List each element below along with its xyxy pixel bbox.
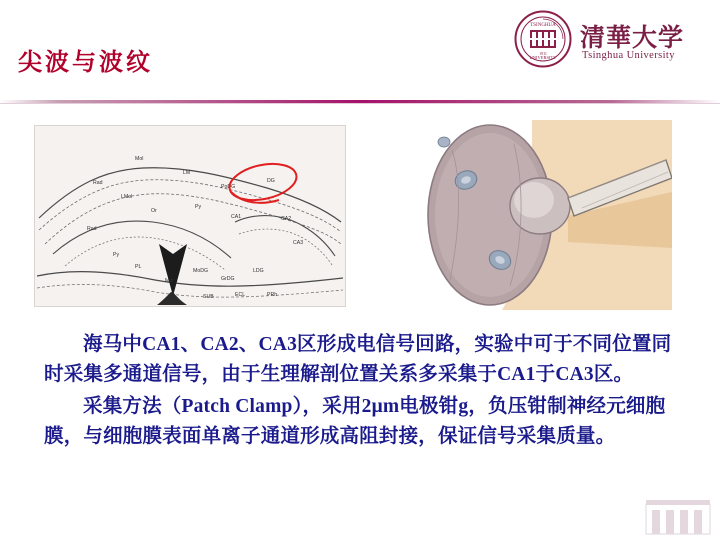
svg-text:PoDG: PoDG: [221, 184, 236, 190]
svg-text:Rad: Rad: [93, 180, 103, 186]
svg-text:Mol: Mol: [135, 156, 144, 162]
logo-name-en: Tsinghua University: [582, 50, 675, 61]
paragraph-2: 采集方法（Patch Clamp），采用2μm电极钳g，负压钳制神经元细胞膜，与细胞膜表面单离子通道形成高阻封接，保证信号采集质量。: [44, 396, 666, 447]
hippocampus-diagram-svg: [35, 126, 345, 306]
svg-text:LM: LM: [183, 170, 191, 176]
svg-text:MoDG: MoDG: [193, 268, 208, 274]
svg-text:1911: 1911: [539, 51, 547, 56]
header-divider-secondary: [0, 103, 720, 104]
university-logo: [514, 10, 704, 72]
svg-text:CA3: CA3: [293, 240, 304, 246]
tsinghua-gate-watermark-icon: [642, 490, 714, 538]
svg-text:DG: DG: [267, 178, 275, 184]
svg-text:Rad: Rad: [87, 226, 97, 232]
svg-text:UNIVERSITY: UNIVERSITY: [529, 55, 557, 60]
hippocampus-slice-diagram: [34, 125, 346, 307]
svg-text:ECL: ECL: [235, 292, 246, 298]
slide-body-text: [44, 330, 678, 454]
svg-text:GrDG: GrDG: [221, 276, 235, 282]
svg-text:PL: PL: [135, 264, 142, 270]
svg-text:Py: Py: [195, 204, 202, 210]
page-title: 尖波与波纹: [18, 50, 153, 76]
slide-header: [0, 0, 720, 100]
paragraph-1: 海马中CA1、CA2、CA3区形成电信号回路，实验中可于不同位置同时采集多通道信号，由于生理解剖位置关系多采集于CA1于CA3区。: [44, 334, 672, 385]
patch-clamp-cell-illustration: [382, 120, 672, 310]
svg-text:Mol: Mol: [165, 278, 174, 284]
tsinghua-seal-icon: [514, 10, 572, 68]
patch-clamp-svg: [382, 120, 672, 310]
svg-text:Py: Py: [113, 252, 120, 258]
svg-text:LDG: LDG: [253, 268, 264, 274]
svg-text:CA2: CA2: [281, 216, 292, 222]
svg-text:CA1: CA1: [231, 214, 242, 220]
svg-text:LMol: LMol: [121, 194, 133, 200]
svg-text:TSINGHUA: TSINGHUA: [530, 23, 556, 28]
svg-text:PRh: PRh: [267, 292, 278, 298]
svg-text:SUB: SUB: [203, 294, 214, 300]
svg-text:Or: Or: [151, 208, 157, 214]
logo-name-cn: 清華大学: [580, 25, 685, 52]
